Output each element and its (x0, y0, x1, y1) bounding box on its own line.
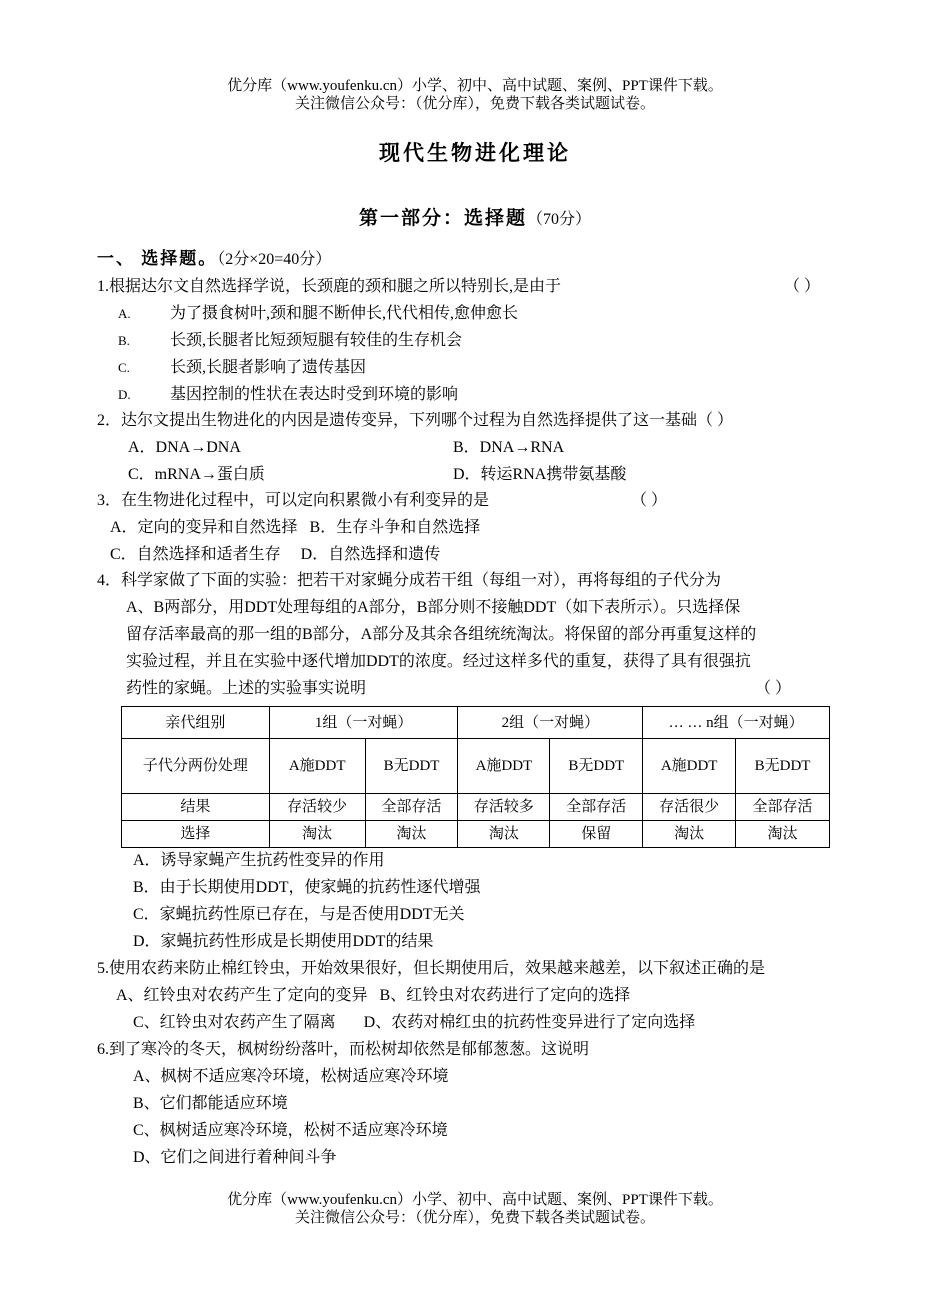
table-cell: 亲代组别 (122, 707, 270, 739)
q5-stem: 5.使用农药来防止棉红铃虫，开始效果很好，但长期使用后，效果越来越差，以下叙述正确的是 (97, 960, 766, 977)
table-cell: A施DDT (643, 739, 736, 794)
table-cell: 淘汰 (458, 821, 550, 848)
table-cell: … … n组（一对蝇） (643, 707, 830, 739)
document-title: 现代生物进化理论 (379, 141, 571, 165)
table-cell: 保留 (550, 821, 643, 848)
q2-option-d: D．转运RNA携带氨基酸 (453, 466, 627, 483)
page-footer-line2: 关注微信公众号：（优分库），免费下载各类试题试卷。 (294, 1210, 655, 1226)
q6-option-b: B、它们都能适应环境 (133, 1095, 288, 1112)
q4-stem-line5: 药性的家蝇。上述的实验事实说明 (126, 680, 367, 697)
q5-options-cd: C、红铃虫对农药产生了隔离 D、农药对棉红虫的抗药性变异进行了定向选择 (133, 1014, 696, 1031)
q1-option-c-text: 长颈,长腿者影响了遗传基因 (170, 359, 367, 376)
q3-answer-paren: （ ） (631, 492, 668, 509)
table-row (122, 739, 830, 794)
q1-option-b-text: 长颈,长腿者比短颈短腿有较佳的生存机会 (170, 332, 463, 349)
table-cell: A施DDT (458, 739, 550, 794)
table-cell: 淘汰 (643, 821, 736, 848)
q3-options-ab: A．定向的变异和自然选择 B．生存斗争和自然选择 (110, 519, 481, 536)
table-cell: 淘汰 (365, 821, 458, 848)
q1-option-b-letter: B. (118, 333, 130, 348)
table-cell: 存活很少 (643, 794, 736, 821)
section1-score: （2分×20=40分） (217, 251, 332, 268)
table-cell: 存活较多 (458, 794, 550, 821)
q4-option-b: B．由于长期使用DDT，使家蝇的抗药性逐代增强 (133, 879, 481, 896)
q4-option-c: C．家蝇抗药性原已存在，与是否使用DDT无关 (133, 906, 465, 923)
q1-option-c-letter: C. (118, 360, 130, 375)
q1-option-d (118, 384, 458, 406)
page-header-line1: 优分库（www.youfenku.cn）小学、初中、高中试题、案例、PPT课件下载。 (227, 78, 723, 94)
q4-stem-line2: A、B两部分，用DDT处理每组的A部分，B部分则不接触DDT（如下表所示）。只选择保 (126, 599, 741, 616)
q3-options-cd: C．自然选择和适者生存 D．自然选择和遗传 (110, 546, 441, 563)
table-cell: 1组（一对蝇） (269, 707, 458, 739)
part1-score: （70分） (527, 211, 592, 228)
table-cell: 2组（一对蝇） (458, 707, 643, 739)
page-footer-line1: 优分库（www.youfenku.cn）小学、初中、高中试题、案例、PPT课件下载。 (227, 1192, 723, 1208)
q1-option-d-text: 基因控制的性状在表达时受到环境的影响 (170, 386, 459, 403)
q1-option-d-letter: D. (118, 387, 131, 402)
table-cell: 全部存活 (365, 794, 458, 821)
q1-option-a (118, 303, 518, 325)
table-cell: 全部存活 (736, 794, 830, 821)
q2-option-b: B．DNA→RNA (453, 439, 565, 456)
q6-option-a: A、枫树不适应寒冷环境，松树适应寒冷环境 (133, 1068, 449, 1085)
table-row (122, 707, 830, 739)
q1-option-a-text: 为了摄食树叶,颈和腿不断伸长,代代相传,愈伸愈长 (170, 305, 519, 322)
q4-stem-line4: 实验过程，并且在实验中逐代增加DDT的浓度。经过这样多代的重复，获得了具有很强抗 (126, 653, 751, 670)
table-row (122, 794, 830, 821)
q5-options-ab: A、红铃虫对农药产生了定向的变异 B、红铃虫对农药进行了定向的选择 (116, 987, 631, 1004)
q1-stem: 1.根据达尔文自然选择学说，长颈鹿的颈和腿之所以特别长,是由于 (97, 278, 562, 295)
section1-label: 一、 选择题。 (97, 249, 218, 268)
q4-stem-line3: 留存活率最高的那一组的B部分，A部分及其余各组统统淘汰。将保留的部分再重复这样的 (126, 626, 757, 643)
q2-stem: 2．达尔文提出生物进化的内因是遗传变异，下列哪个过程为自然选择提供了这一基础（ ） (97, 412, 734, 429)
q6-stem: 6.到了寒冷的冬天，枫树纷纷落叶，而松树却依然是郁郁葱葱。这说明 (97, 1041, 590, 1058)
q2-option-a: A．DNA→DNA (128, 439, 241, 456)
q6-option-c: C、枫树适应寒冷环境，松树不适应寒冷环境 (133, 1122, 448, 1139)
table-cell: B无DDT (736, 739, 830, 794)
table-cell: B无DDT (550, 739, 643, 794)
q1-option-a-letter: A. (118, 306, 131, 321)
q6-option-d: D、它们之间进行着种间斗争 (133, 1149, 337, 1166)
section1-heading (97, 248, 331, 271)
q3-stem: 3．在生物进化过程中，可以定向积累微小有利变异的是 (97, 492, 490, 509)
table-cell: 选择 (122, 821, 270, 848)
part1-heading (0, 208, 950, 231)
q4-option-a: A．诱导家蝇产生抗药性变异的作用 (133, 852, 385, 869)
table-row (122, 821, 830, 848)
table-cell: 淘汰 (736, 821, 830, 848)
q4-stem-line1: 4．科学家做了下面的实验：把若干对家蝇分成若干组（每组一对），再将每组的子代分为 (97, 572, 722, 589)
table-cell: A施DDT (269, 739, 365, 794)
q2-option-c: C．mRNA→蛋白质 (128, 466, 265, 483)
table-cell: 全部存活 (550, 794, 643, 821)
q4-option-d: D．家蝇抗药性形成是长期使用DDT的结果 (133, 933, 434, 950)
table-cell: 存活较少 (269, 794, 365, 821)
table-cell: 结果 (122, 794, 270, 821)
part1-label: 第一部分：选择题 (358, 208, 527, 229)
table-cell: 子代分两份处理 (122, 739, 270, 794)
q1-option-b (118, 330, 462, 352)
page-header-line2: 关注微信公众号：（优分库），免费下载各类试题试卷。 (294, 96, 655, 112)
q4-experiment-table (121, 706, 830, 848)
q4-answer-paren: （ ） (755, 680, 792, 697)
table-cell: 淘汰 (269, 821, 365, 848)
q1-option-c (118, 357, 366, 379)
table-cell: B无DDT (365, 739, 458, 794)
q1-answer-paren: （ ） (784, 278, 821, 295)
